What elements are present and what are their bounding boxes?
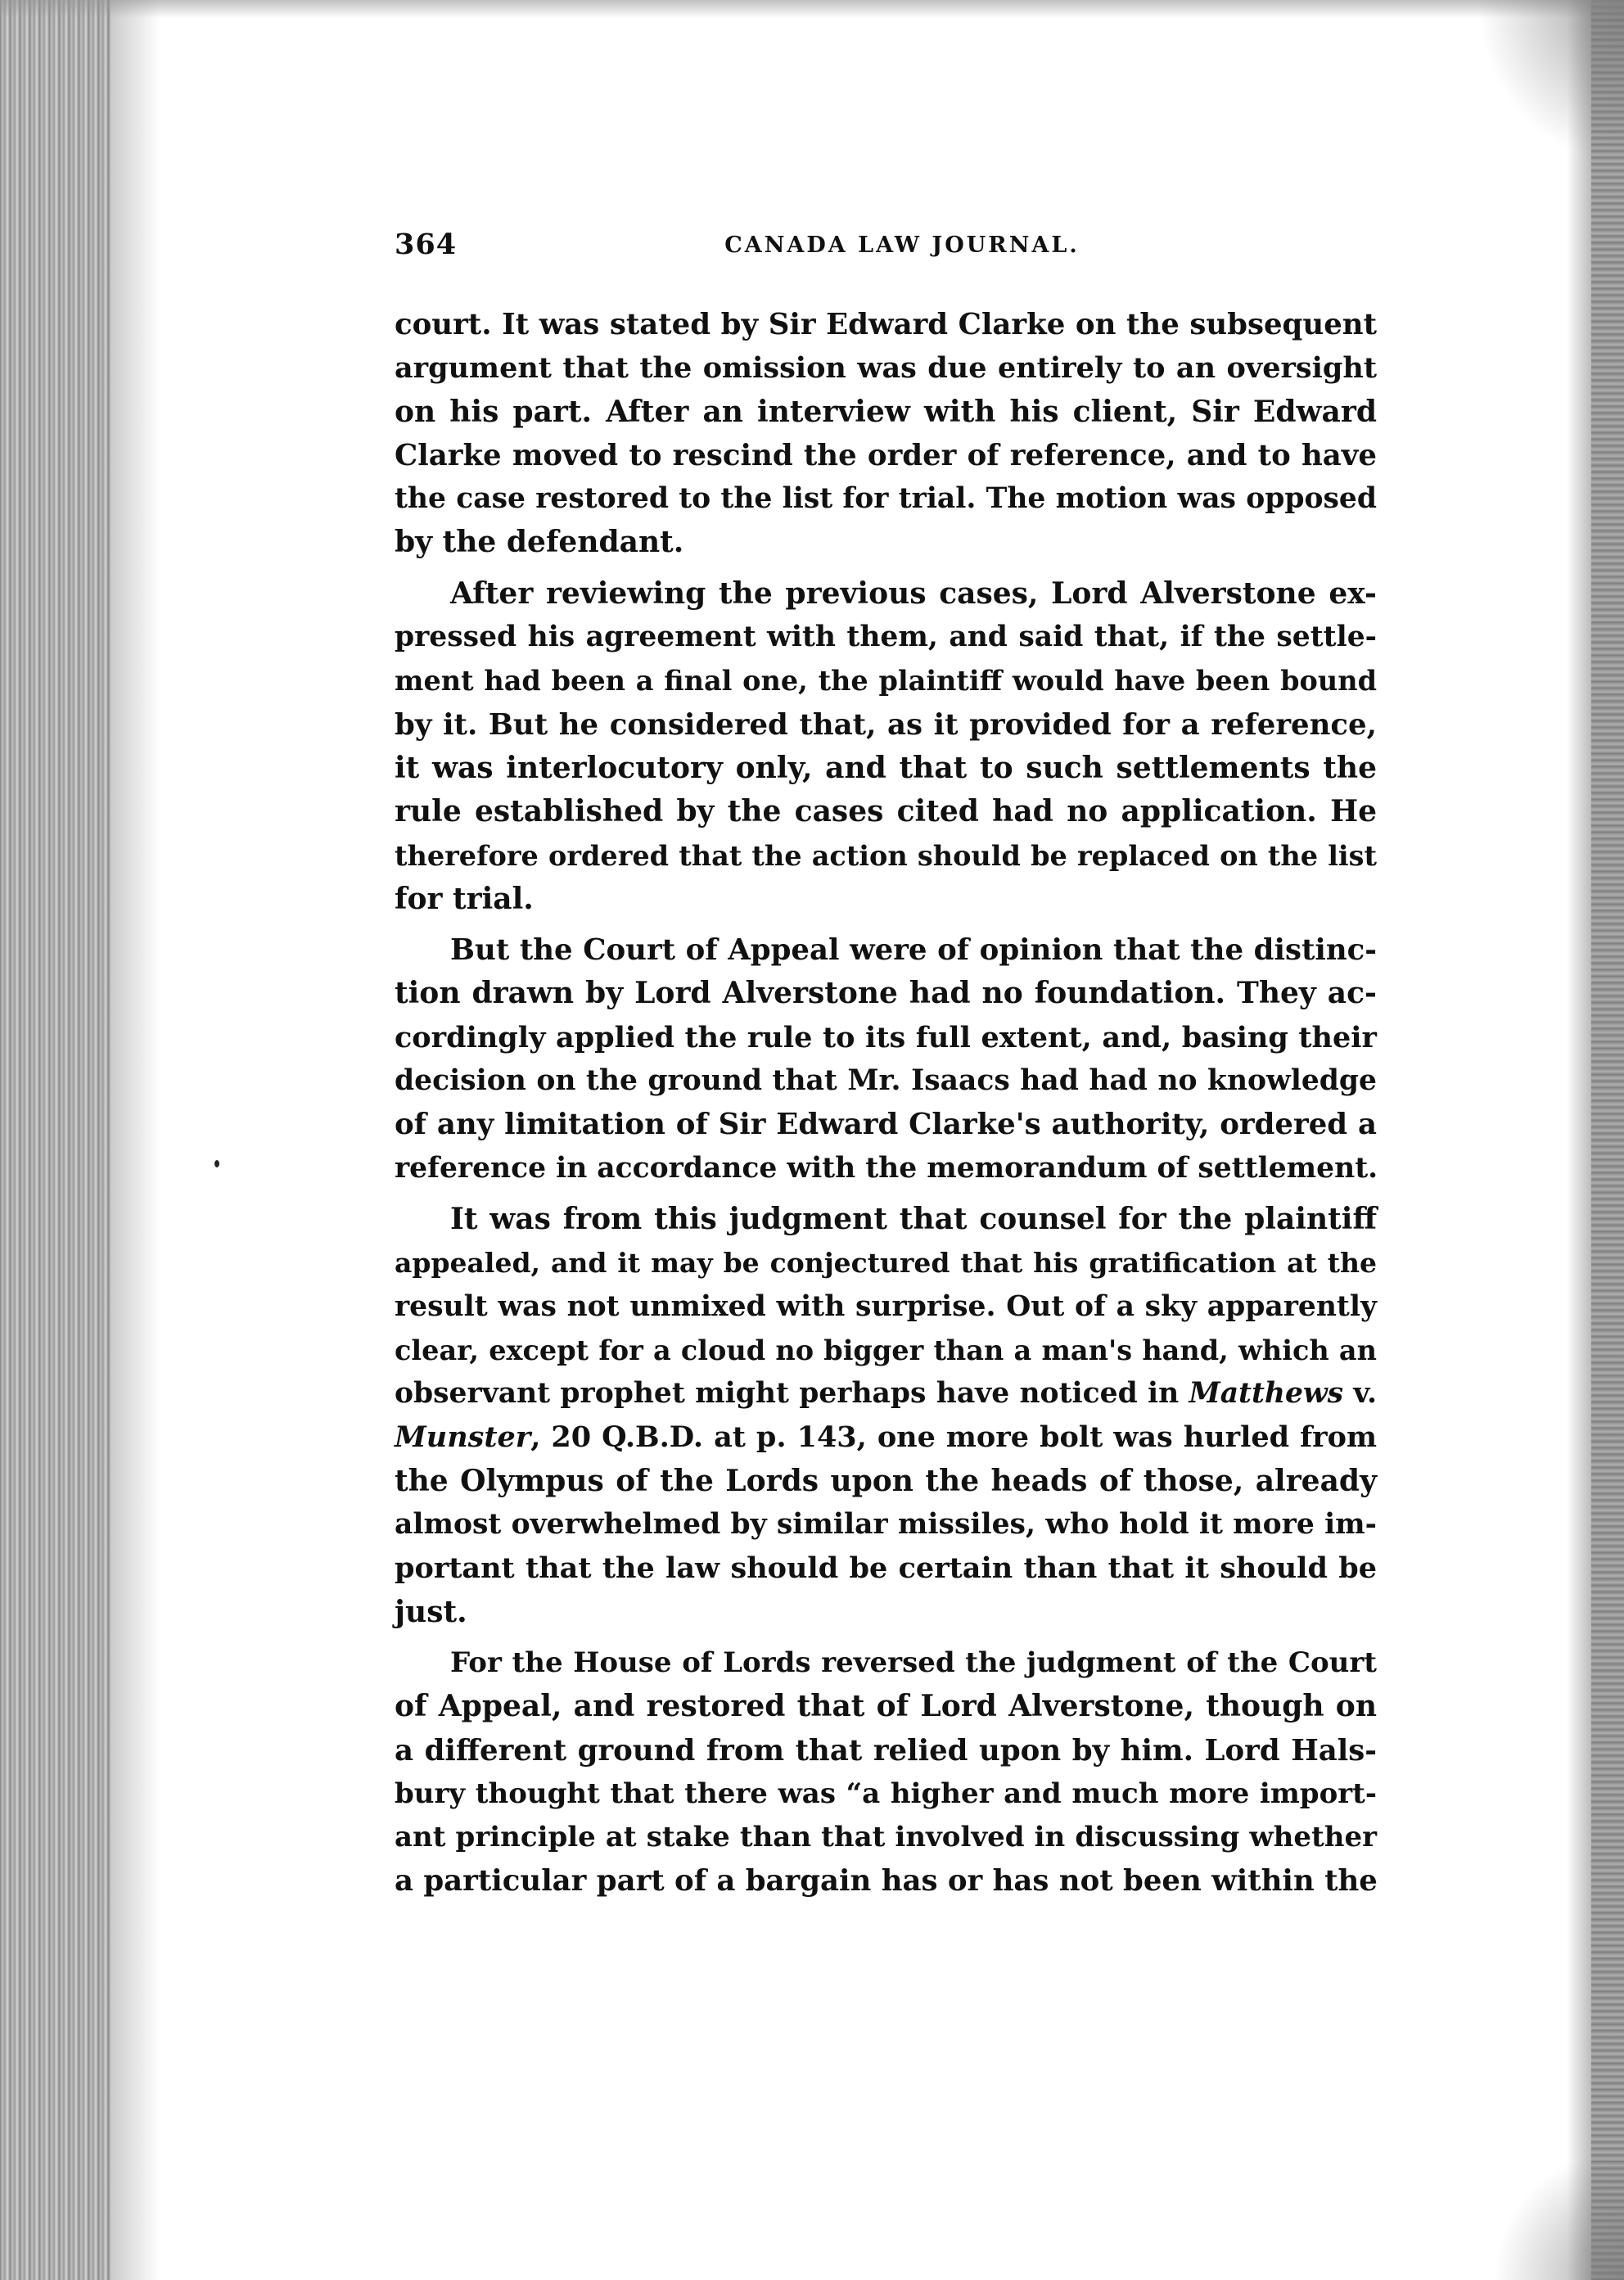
text-line: of Appeal, and restored that of Lord Alverstone, though on <box>395 1689 1377 1724</box>
text-line: Clarke moved to rescind the order of reference, and to have <box>395 438 1377 472</box>
stray-ink-dot <box>214 1160 219 1167</box>
text-line: After reviewing the previous cases, Lord Alverstone ex- <box>450 576 1377 611</box>
paragraph-5 <box>395 1641 1377 1903</box>
text-line: cordingly applied the rule to its full extent, and, basing their <box>395 1020 1377 1054</box>
text-line: therefore ordered that the action should be replaced on the list <box>395 839 1377 872</box>
text-line: reference in accordance with the memorandum of settlement. <box>395 1151 1378 1185</box>
paragraph-gap <box>395 1190 1377 1198</box>
text-line: Munster, 20 Q.B.D. at p. 143, one more bolt was hurled from <box>395 1420 1377 1455</box>
paragraph-gap <box>395 1634 1377 1641</box>
text-line: by the defendant. <box>395 525 684 560</box>
text-line: almost overwhelmed by similar missiles, who hold it more im- <box>395 1508 1377 1542</box>
paragraph-gap <box>395 565 1377 572</box>
page-number: 364 <box>395 228 458 261</box>
scan-shadow-right-fade <box>1567 0 1591 2280</box>
paragraph-1 <box>395 303 1377 565</box>
text-line: portant that the law should be certain than that it should be <box>395 1551 1377 1586</box>
text-line: It was from this judgment that counsel for the plaintiff <box>450 1201 1377 1236</box>
text-line: a different ground from that relied upon by him. Lord Hals- <box>395 1733 1377 1768</box>
text-line: decision on the ground that Mr. Isaacs had had no knowledge <box>395 1064 1377 1098</box>
text-line: ment had been a final one, the plaintiff would have been bound <box>395 665 1377 698</box>
text-line: ant principle at stake than that involved in discussing whether <box>395 1821 1377 1854</box>
text-line: it was interlocutory only, and that to such settlements the <box>395 750 1377 785</box>
paragraph-3 <box>395 928 1377 1190</box>
book-page <box>395 228 1377 1903</box>
text-line: pressed his agreement with them, and said that, if the settle- <box>395 621 1377 654</box>
text-line: For the House of Lords reversed the judgment of the Court <box>450 1646 1377 1679</box>
paragraph-2 <box>395 572 1377 921</box>
text-line: the Olympus of the Lords upon the heads of those, already <box>395 1463 1377 1498</box>
scan-shadow-top <box>0 0 1624 18</box>
scan-corner-top-right <box>1477 0 1624 164</box>
text-line: observant prophet might perhaps have noticed in Matthews v. <box>395 1377 1377 1411</box>
paragraph-4 <box>395 1198 1377 1634</box>
text-line: appealed, and it may be conjectured that his gratification at the <box>395 1247 1377 1280</box>
text-line: rule established by the cases cited had no application. He <box>395 794 1377 829</box>
case-name: Munster <box>395 1420 531 1455</box>
scan-shadow-right <box>1591 0 1624 2280</box>
running-head <box>395 228 1377 269</box>
text-line: bury thought that there was “a higher and much more import- <box>395 1777 1377 1810</box>
paragraph-gap <box>395 921 1377 928</box>
text-line: result was not unmixed with surprise. Out of a sky apparently <box>395 1289 1377 1323</box>
text-line: argument that the omission was due entirely to an oversight <box>395 351 1377 386</box>
scan-shadow-left-fade <box>111 0 160 2280</box>
case-name: Matthews <box>1189 1377 1344 1411</box>
text-line: a particular part of a bargain has or has not been within the <box>395 1864 1378 1898</box>
text-line: of any limitation of Sir Edward Clarke's authority, ordered a <box>395 1108 1377 1142</box>
text-line: the case restored to the list for trial. The motion was opposed <box>395 482 1377 516</box>
text-line: by it. But he considered that, as it provided for a reference, <box>395 707 1377 742</box>
text-line: just. <box>395 1594 467 1629</box>
text-line: But the Court of Appeal were of opinion that the distinc- <box>450 933 1377 968</box>
text-line: court. It was stated by Sir Edward Clarke on the subsequent <box>395 308 1377 341</box>
scan-corner-bottom-right <box>1493 2149 1624 2280</box>
body-text <box>395 303 1377 1903</box>
journal-title: CANADA LAW JOURNAL. <box>724 233 1080 258</box>
text-line: on his part. After an interview with his client, Sir Edward <box>395 394 1377 429</box>
text-line: clear, except for a cloud no bigger than a man's hand, which an <box>395 1334 1377 1366</box>
text-line: tion drawn by Lord Alverstone had no foundation. They ac- <box>395 976 1377 1011</box>
text-line: for trial. <box>395 881 534 916</box>
scan-shadow-left <box>0 0 111 2280</box>
